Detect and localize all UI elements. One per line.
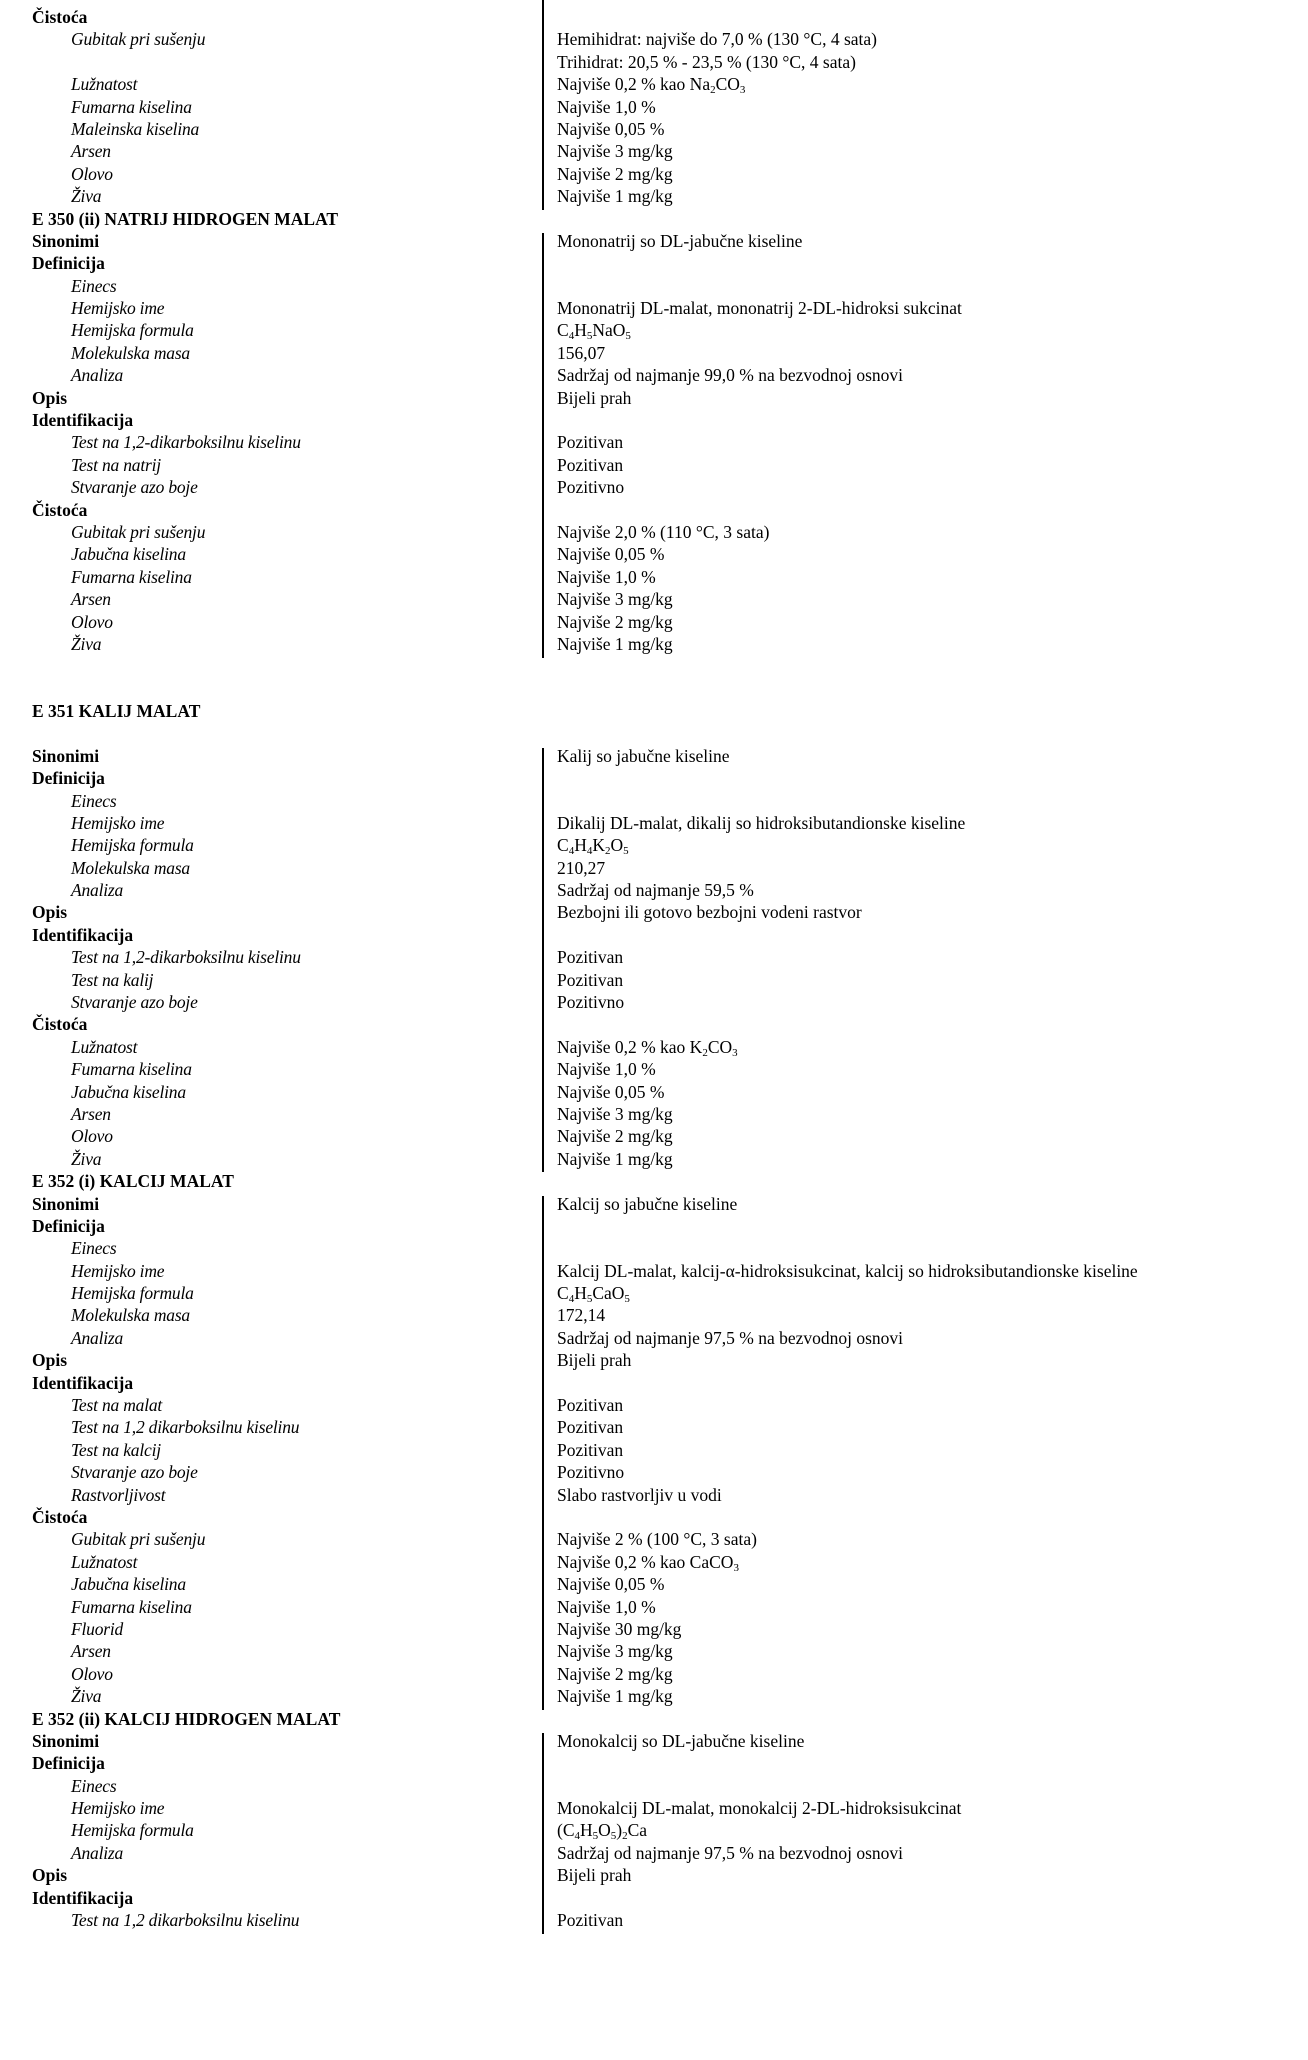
spec-row-hemijsko-ime: [32, 1260, 1282, 1282]
spec-row-luznatost: [32, 1551, 1282, 1573]
field-value: Kalcij so jabučne kiseline: [557, 1193, 738, 1214]
field-value: Najviše 1 mg/kg: [557, 633, 673, 654]
field-label: Analiza: [71, 1842, 124, 1863]
field-label: Arsen: [71, 141, 111, 162]
spec-row-opis: [32, 1349, 1282, 1371]
field-value: Najviše 1 mg/kg: [557, 1686, 673, 1707]
field-value: Pozitivno: [557, 992, 625, 1013]
spec-row-test-na-kalcij: [32, 1439, 1282, 1461]
field-value: 156,07: [557, 342, 606, 363]
field-label: Fumarna kiselina: [71, 566, 192, 587]
spec-row-sinonimi: [32, 230, 1282, 252]
spec-row-einecs: [32, 1237, 1282, 1259]
field-heading: Definicija: [32, 253, 105, 274]
spec-block: [32, 230, 1282, 655]
section-title-text: E 351 KALIJ MALAT: [32, 701, 201, 722]
section-title: [32, 1170, 1282, 1192]
field-value: Najviše 2 % (100 °C, 3 sata): [557, 1529, 757, 1550]
field-label: Fumarna kiselina: [71, 96, 192, 117]
spec-row-jabucna-kiselina: [32, 1573, 1282, 1595]
spec-row-fumarna-kiselina: [32, 1058, 1282, 1080]
field-label: Olovo: [71, 163, 113, 184]
field-label: Molekulska masa: [71, 857, 190, 878]
spec-row-test-na-malat: [32, 1394, 1282, 1416]
field-value: 172,14: [557, 1305, 606, 1326]
section-gap: [32, 655, 1282, 700]
field-label: Jabučna kiselina: [71, 1574, 186, 1595]
spec-row-gubitak-pri-susenju: [32, 521, 1282, 543]
field-value: Bijeli prah: [557, 387, 632, 408]
spec-row-molekulska-masa: [32, 1304, 1282, 1326]
field-label: Gubitak pri sušenju: [71, 29, 206, 50]
spec-row-stvaranje-azo-boje: [32, 1461, 1282, 1483]
field-heading: Identifikacija: [32, 924, 134, 945]
field-value: Pozitivan: [557, 454, 624, 475]
field-value: Kalcij DL-malat, kalcij-α-hidroksisukcinat, kalcij so hidroksibutandionske kiseline: [557, 1260, 1138, 1281]
field-label: Olovo: [71, 611, 113, 632]
field-label: Analiza: [71, 880, 124, 901]
field-value: Najviše 0,05 %: [557, 1081, 665, 1102]
section-title-text: E 352 (i) KALCIJ MALAT: [32, 1171, 234, 1192]
field-value: Najviše 2 mg/kg: [557, 1126, 673, 1147]
field-label: Analiza: [71, 1327, 124, 1348]
spec-row-cistoca: [32, 499, 1282, 521]
field-heading: Opis: [32, 1865, 68, 1886]
field-heading: Sinonimi: [32, 745, 100, 766]
spec-row-sinonimi: [32, 1730, 1282, 1752]
field-label: Živa: [71, 1686, 102, 1707]
field-label: Lužnatost: [71, 1036, 138, 1057]
spec-row-einecs: [32, 1775, 1282, 1797]
field-value: $C_4H_5NaO_5$: [557, 320, 631, 343]
spec-row-hemijsko-ime: [32, 812, 1282, 834]
field-label: Hemijsko ime: [71, 1260, 165, 1281]
spec-row-definicija: [32, 252, 1282, 274]
field-value: Pozitivan: [557, 947, 624, 968]
field-value: Najviše 1,0 %: [557, 96, 656, 117]
spec-row-fumarna-kiselina: [32, 566, 1282, 588]
field-heading: Sinonimi: [32, 230, 100, 251]
field-label: Arsen: [71, 1641, 111, 1662]
field-heading: Čistoća: [32, 7, 88, 27]
spec-row-test-na-kalij: [32, 969, 1282, 991]
field-label: Test na 1,2 dikarboksilnu kiselinu: [71, 1417, 300, 1438]
field-heading: Sinonimi: [32, 1193, 100, 1214]
field-heading: Čistoća: [32, 499, 88, 520]
field-value: Pozitivan: [557, 1395, 624, 1416]
field-value: Najviše 1 mg/kg: [557, 186, 673, 207]
spec-row-identifikacija: [32, 924, 1282, 946]
field-value: Najviše 0,2 % kao $Na_2CO_3$: [557, 74, 746, 97]
spec-row-hemijska-formula: [32, 1819, 1282, 1841]
field-label: Einecs: [71, 1775, 117, 1796]
field-value: Najviše 3 mg/kg: [557, 1103, 673, 1124]
spec-row-stvaranje-azo-boje: [32, 991, 1282, 1013]
spec-row-test-na-1-2-dikarboksilnu-kiselinu: [32, 1909, 1282, 1931]
spec-block: [32, 6, 1282, 208]
field-value: Najviše 3 mg/kg: [557, 1641, 673, 1662]
spec-row-luznatost: [32, 73, 1282, 95]
field-value: Najviše 0,05 %: [557, 544, 665, 565]
field-label: Lužnatost: [71, 1551, 138, 1572]
field-heading: Čistoća: [32, 1014, 88, 1035]
field-label: Hemijska formula: [71, 835, 194, 856]
field-heading: Sinonimi: [32, 1730, 100, 1751]
field-label: Stvaranje azo boje: [71, 1462, 198, 1483]
spec-row-fumarna-kiselina: [32, 1596, 1282, 1618]
field-value: Sadržaj od najmanje 99,0 % na bezvodnoj osnovi: [557, 365, 904, 386]
field-label: Lužnatost: [71, 74, 138, 95]
field-label: Test na 1,2-dikarboksilnu kiselinu: [71, 947, 301, 968]
field-value: Najviše 1,0 %: [557, 1596, 656, 1617]
spec-row-einecs: [32, 275, 1282, 297]
spec-row-molekulska-masa: [32, 857, 1282, 879]
field-heading: Identifikacija: [32, 1372, 134, 1393]
field-value: Najviše 0,05 %: [557, 1574, 665, 1595]
field-label: Živa: [71, 186, 102, 207]
spec-row-cistoca: [32, 1506, 1282, 1528]
field-value: Trihidrat: 20,5 % - 23,5 % (130 °C, 4 sata): [557, 51, 856, 72]
field-value: $C_4H_5CaO_5$: [557, 1283, 630, 1306]
field-value: Mononatrij DL-malat, mononatrij 2-DL-hidroksi sukcinat: [557, 298, 962, 319]
spec-row-hemijsko-ime: [32, 1797, 1282, 1819]
spec-row-fluorid: [32, 1618, 1282, 1640]
spec-row-luznatost: [32, 1036, 1282, 1058]
spec-row-analiza: [32, 879, 1282, 901]
field-label: Maleinska kiselina: [71, 118, 200, 139]
field-value: Najviše 0,2 % kao $K_2CO_3$: [557, 1036, 738, 1059]
field-value: Pozitivno: [557, 477, 625, 498]
field-value: Slabo rastvorljiv u vodi: [557, 1484, 722, 1505]
spec-row-sinonimi: [32, 1193, 1282, 1215]
field-value: Najviše 3 mg/kg: [557, 589, 673, 610]
field-value: Sadržaj od najmanje 97,5 % na bezvodnoj osnovi: [557, 1842, 904, 1863]
spec-row-hemijsko-ime: [32, 297, 1282, 319]
field-label: Hemijsko ime: [71, 1798, 165, 1819]
field-value: Najviše 2 mg/kg: [557, 1663, 673, 1684]
field-label: Arsen: [71, 589, 111, 610]
field-label: Hemijska formula: [71, 1820, 194, 1841]
field-heading: Definicija: [32, 1215, 105, 1236]
spec-row-test-na-1-2-dikarboksilnu-kiselinu: [32, 431, 1282, 453]
field-value: Sadržaj od najmanje 97,5 % na bezvodnoj osnovi: [557, 1327, 904, 1348]
field-heading: Opis: [32, 387, 68, 408]
spec-row-ziva: [32, 185, 1282, 207]
field-heading: Identifikacija: [32, 410, 134, 431]
field-heading: Identifikacija: [32, 1887, 134, 1908]
spec-row-ziva: [32, 633, 1282, 655]
field-value: Najviše 3 mg/kg: [557, 141, 673, 162]
field-label: Fluorid: [71, 1618, 124, 1639]
field-value: Pozitivan: [557, 1417, 624, 1438]
field-label: Fumarna kiselina: [71, 1059, 192, 1080]
spec-row-stvaranje-azo-boje: [32, 476, 1282, 498]
spec-row-continuation: [32, 51, 1282, 73]
spec-row-test-na-natrij: [32, 454, 1282, 476]
field-value: $(C_4H_5O_5)_2Ca$: [557, 1820, 648, 1843]
spec-row-rastvorljivost: [32, 1484, 1282, 1506]
field-label: Test na 1,2 dikarboksilnu kiselinu: [71, 1910, 300, 1931]
field-value: Sadržaj od najmanje 59,5 %: [557, 880, 754, 901]
field-heading: Opis: [32, 1350, 68, 1371]
field-label: Analiza: [71, 365, 124, 386]
section-title-text: E 350 (ii) NATRIJ HIDROGEN MALAT: [32, 208, 339, 229]
field-label: Živa: [71, 633, 102, 654]
spec-row-hemijska-formula: [32, 1282, 1282, 1304]
spec-row-definicija: [32, 1752, 1282, 1774]
spec-row-cistoca: [32, 6, 1282, 28]
spec-row-fumarna-kiselina: [32, 96, 1282, 118]
field-label: Živa: [71, 1148, 102, 1169]
field-value: Bezbojni ili gotovo bezbojni vodeni rastvor: [557, 902, 862, 923]
field-label: Molekulska masa: [71, 1305, 190, 1326]
field-label: Test na natrij: [71, 454, 161, 475]
field-value: Pozitivan: [557, 1910, 624, 1931]
field-value: $C_4H_4K_2O_5$: [557, 835, 629, 858]
field-value: Pozitivan: [557, 1439, 624, 1460]
section-title: [32, 700, 1282, 722]
spec-row-opis: [32, 387, 1282, 409]
spec-row-analiza: [32, 1327, 1282, 1349]
spec-row-arsen: [32, 1640, 1282, 1662]
field-label: Test na 1,2-dikarboksilnu kiselinu: [71, 432, 301, 453]
field-value: Monokalcij so DL-jabučne kiseline: [557, 1730, 805, 1751]
field-value: 210,27: [557, 857, 606, 878]
spec-row-hemijska-formula: [32, 319, 1282, 341]
field-value: Monokalcij DL-malat, monokalcij 2-DL-hidroksisukcinat: [557, 1798, 962, 1819]
field-label: Hemijska formula: [71, 1283, 194, 1304]
section-title: [32, 208, 1282, 230]
field-value: Najviše 1,0 %: [557, 1059, 656, 1080]
spec-row-identifikacija: [32, 1887, 1282, 1909]
spec-row-jabucna-kiselina: [32, 1081, 1282, 1103]
field-label: Test na kalcij: [71, 1439, 161, 1460]
spec-row-arsen: [32, 588, 1282, 610]
field-label: Test na malat: [71, 1395, 163, 1416]
field-value: Pozitivan: [557, 432, 624, 453]
field-label: Jabučna kiselina: [71, 544, 186, 565]
field-label: Hemijska formula: [71, 320, 194, 341]
spec-row-analiza: [32, 364, 1282, 386]
spec-block: [32, 1730, 1282, 1932]
spec-row-identifikacija: [32, 409, 1282, 431]
field-heading: Definicija: [32, 1753, 105, 1774]
field-label: Stvaranje azo boje: [71, 477, 198, 498]
field-label: Einecs: [71, 275, 117, 296]
field-value: Najviše 30 mg/kg: [557, 1618, 682, 1639]
field-label: Arsen: [71, 1103, 111, 1124]
field-label: Hemijsko ime: [71, 812, 165, 833]
spec-row-olovo: [32, 1663, 1282, 1685]
field-value: Najviše 0,05 %: [557, 118, 665, 139]
spec-row-ziva: [32, 1148, 1282, 1170]
spec-row-identifikacija: [32, 1372, 1282, 1394]
field-heading: Čistoća: [32, 1507, 88, 1527]
spec-row-maleinska-kiselina: [32, 118, 1282, 140]
spec-row-arsen: [32, 140, 1282, 162]
field-label: Stvaranje azo boje: [71, 992, 198, 1013]
spec-row-opis: [32, 1864, 1282, 1886]
title-gap: [32, 723, 1282, 745]
spec-row-hemijska-formula: [32, 834, 1282, 856]
spec-row-cistoca: [32, 1013, 1282, 1035]
field-value: Najviše 2 mg/kg: [557, 611, 673, 632]
spec-row-opis: [32, 901, 1282, 923]
spec-row-analiza: [32, 1842, 1282, 1864]
field-label: Jabučna kiselina: [71, 1081, 186, 1102]
spec-row-sinonimi: [32, 745, 1282, 767]
field-value: Najviše 2 mg/kg: [557, 163, 673, 184]
spec-row-test-na-1-2-dikarboksilnu-kiselinu: [32, 946, 1282, 968]
spec-row-olovo: [32, 611, 1282, 633]
field-heading: Opis: [32, 902, 68, 923]
spec-row-test-na-1-2-dikarboksilnu-kiselinu: [32, 1416, 1282, 1438]
field-label: Fumarna kiselina: [71, 1596, 192, 1617]
field-label: Einecs: [71, 790, 117, 811]
spec-row-definicija: [32, 1215, 1282, 1237]
spec-row-arsen: [32, 1103, 1282, 1125]
field-value: Pozitivan: [557, 969, 624, 990]
field-value: Mononatrij so DL-jabučne kiseline: [557, 230, 803, 251]
spec-row-gubitak-pri-susenju: [32, 1528, 1282, 1550]
spec-block: [32, 1193, 1282, 1708]
spec-row-einecs: [32, 790, 1282, 812]
field-value: Najviše 0,2 % kao CaCO$_3$: [557, 1551, 739, 1574]
field-value: Bijeli prah: [557, 1350, 632, 1371]
field-label: Hemijsko ime: [71, 298, 165, 319]
specification-document: [32, 6, 1282, 1931]
field-value: Hemihidrat: najviše do 7,0 % (130 °C, 4 sata): [557, 29, 877, 50]
field-heading: Definicija: [32, 768, 105, 789]
field-label: Olovo: [71, 1663, 113, 1684]
field-value: Najviše 1 mg/kg: [557, 1148, 673, 1169]
field-label: Gubitak pri sušenju: [71, 1529, 206, 1550]
field-value: Najviše 2,0 % (110 °C, 3 sata): [557, 521, 770, 542]
spec-row-definicija: [32, 767, 1282, 789]
field-label: Test na kalij: [71, 969, 154, 990]
spec-row-ziva: [32, 1685, 1282, 1707]
spec-row-gubitak-pri-susenju: [32, 28, 1282, 50]
field-value: Dikalij DL-malat, dikalij so hidroksibutandionske kiseline: [557, 812, 966, 833]
spec-row-olovo: [32, 163, 1282, 185]
spec-block: [32, 745, 1282, 1170]
field-label: Molekulska masa: [71, 342, 190, 363]
section-title-text: E 352 (ii) KALCIJ HIDROGEN MALAT: [32, 1708, 341, 1729]
field-value: Pozitivno: [557, 1462, 625, 1483]
spec-row-jabucna-kiselina: [32, 543, 1282, 565]
spec-row-molekulska-masa: [32, 342, 1282, 364]
field-value: Kalij so jabučne kiseline: [557, 745, 730, 766]
field-value: Najviše 1,0 %: [557, 566, 656, 587]
field-label: Olovo: [71, 1126, 113, 1147]
field-value: Bijeli prah: [557, 1865, 632, 1886]
field-label: Rastvorljivost: [71, 1484, 166, 1505]
spec-row-olovo: [32, 1125, 1282, 1147]
section-title: [32, 1708, 1282, 1730]
field-label: Einecs: [71, 1238, 117, 1259]
field-label: Gubitak pri sušenju: [71, 521, 206, 542]
